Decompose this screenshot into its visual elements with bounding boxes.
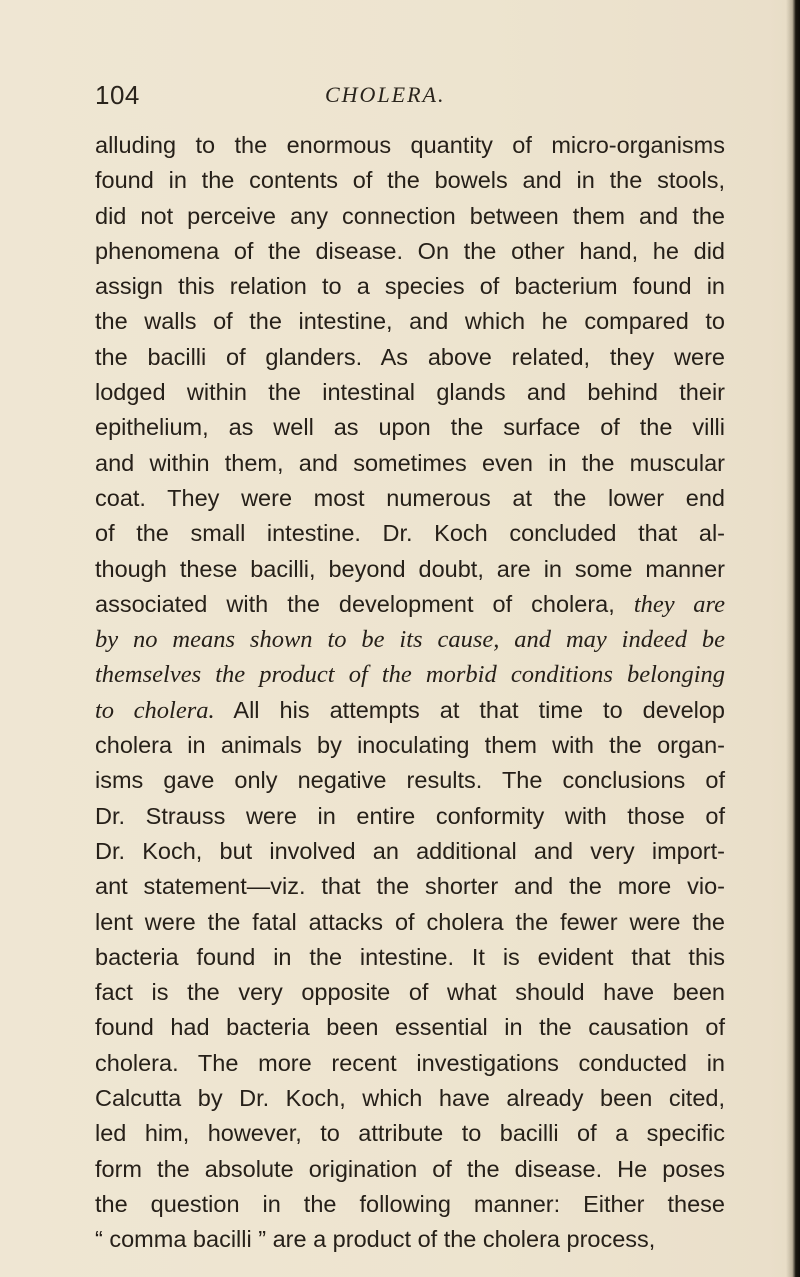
text-segment: phenomena of the disease. On the other hand, he did <box>95 237 725 264</box>
text-line <box>95 693 725 728</box>
text-line <box>95 1046 725 1081</box>
text-segment: Calcutta by Dr. Koch, which have already been cited, <box>95 1085 725 1112</box>
italic-text-segment: to cholera. <box>95 696 215 724</box>
text-segment: did not perceive any connection between them and the <box>95 202 725 229</box>
text-segment: isms gave only negative results. The conclusions of <box>95 767 725 794</box>
page-edge-shadow <box>786 0 800 1277</box>
text-line <box>95 834 725 869</box>
text-line <box>95 905 725 940</box>
running-title: CHOLERA. <box>325 82 446 107</box>
text-line <box>95 728 725 763</box>
text-segment: lodged within the intestinal glands and behind their <box>95 379 725 406</box>
italic-text-segment: they are <box>633 590 726 618</box>
page-number: 104 <box>95 80 140 110</box>
text-line <box>95 375 725 410</box>
text-line <box>95 1081 725 1116</box>
text-segment: led him, however, to attribute to bacilli of a specific <box>95 1120 725 1147</box>
text-line <box>95 1187 725 1222</box>
running-head <box>95 80 735 112</box>
text-segment: All his attempts at that time to develop <box>214 696 725 723</box>
text-line <box>95 304 725 339</box>
text-line <box>95 1152 725 1187</box>
text-line <box>95 234 725 269</box>
text-segment: the question in the following manner: Either these <box>95 1190 725 1217</box>
text-segment: fact is the very opposite of what should have been <box>95 979 725 1006</box>
text-segment: bacteria found in the intestine. It is evident that this <box>95 943 725 970</box>
text-line <box>95 446 725 481</box>
text-line <box>95 481 725 516</box>
text-line <box>95 552 725 587</box>
text-segment: associated with the development of cholera, <box>95 590 634 617</box>
italic-text-segment: by no means shown to be its cause, and may indeed be <box>95 626 725 654</box>
text-line <box>95 516 725 551</box>
text-segment: alluding to the enormous quantity of micro-organisms <box>95 132 725 158</box>
body-paragraph <box>95 128 725 1258</box>
text-segment: “ comma bacilli ” are a product of the cholera process, <box>95 1226 656 1253</box>
text-line <box>95 199 725 234</box>
text-segment: ant statement—viz. that the shorter and the more vio- <box>95 873 725 900</box>
text-segment: coat. They were most numerous at the lower end <box>95 484 725 511</box>
text-segment: lent were the fatal attacks of cholera the fewer were the <box>95 908 725 935</box>
text-segment: assign this relation to a species of bacterium found in <box>95 273 725 300</box>
text-line <box>95 763 725 798</box>
text-segment: cholera. The more recent investigations conducted in <box>95 1049 725 1076</box>
text-segment: the bacilli of glanders. As above related, they were <box>95 343 725 370</box>
text-segment: epithelium, as well as upon the surface of the villi <box>95 414 725 441</box>
text-segment: Dr. Strauss were in entire conformity with those of <box>95 802 725 829</box>
text-segment: Dr. Koch, but involved an additional and very import- <box>95 837 725 864</box>
text-line <box>95 1222 725 1257</box>
text-line <box>95 940 725 975</box>
text-line <box>95 799 725 834</box>
text-segment: found in the contents of the bowels and in the stools, <box>95 167 725 194</box>
text-segment: of the small intestine. Dr. Koch concluded that al- <box>95 520 725 547</box>
text-line <box>95 163 725 198</box>
text-line <box>95 269 725 304</box>
text-line <box>95 410 725 445</box>
text-line <box>95 975 725 1010</box>
text-line <box>95 1010 725 1045</box>
text-line <box>95 340 725 375</box>
text-line <box>95 128 725 163</box>
text-line <box>95 622 725 657</box>
text-line <box>95 587 725 622</box>
text-segment: though these bacilli, beyond doubt, are in some manner <box>95 555 725 582</box>
text-segment: form the absolute origination of the disease. He poses <box>95 1155 725 1182</box>
text-line <box>95 1116 725 1151</box>
italic-text-segment: themselves the product of the morbid conditions belonging <box>95 661 725 689</box>
text-segment: and within them, and sometimes even in the muscular <box>95 449 725 476</box>
text-segment: cholera in animals by inoculating them with the organ- <box>95 732 725 759</box>
text-segment: the walls of the intestine, and which he compared to <box>95 308 725 335</box>
text-line <box>95 869 725 904</box>
text-segment: found had bacteria been essential in the causation of <box>95 1014 725 1041</box>
text-line <box>95 657 725 692</box>
